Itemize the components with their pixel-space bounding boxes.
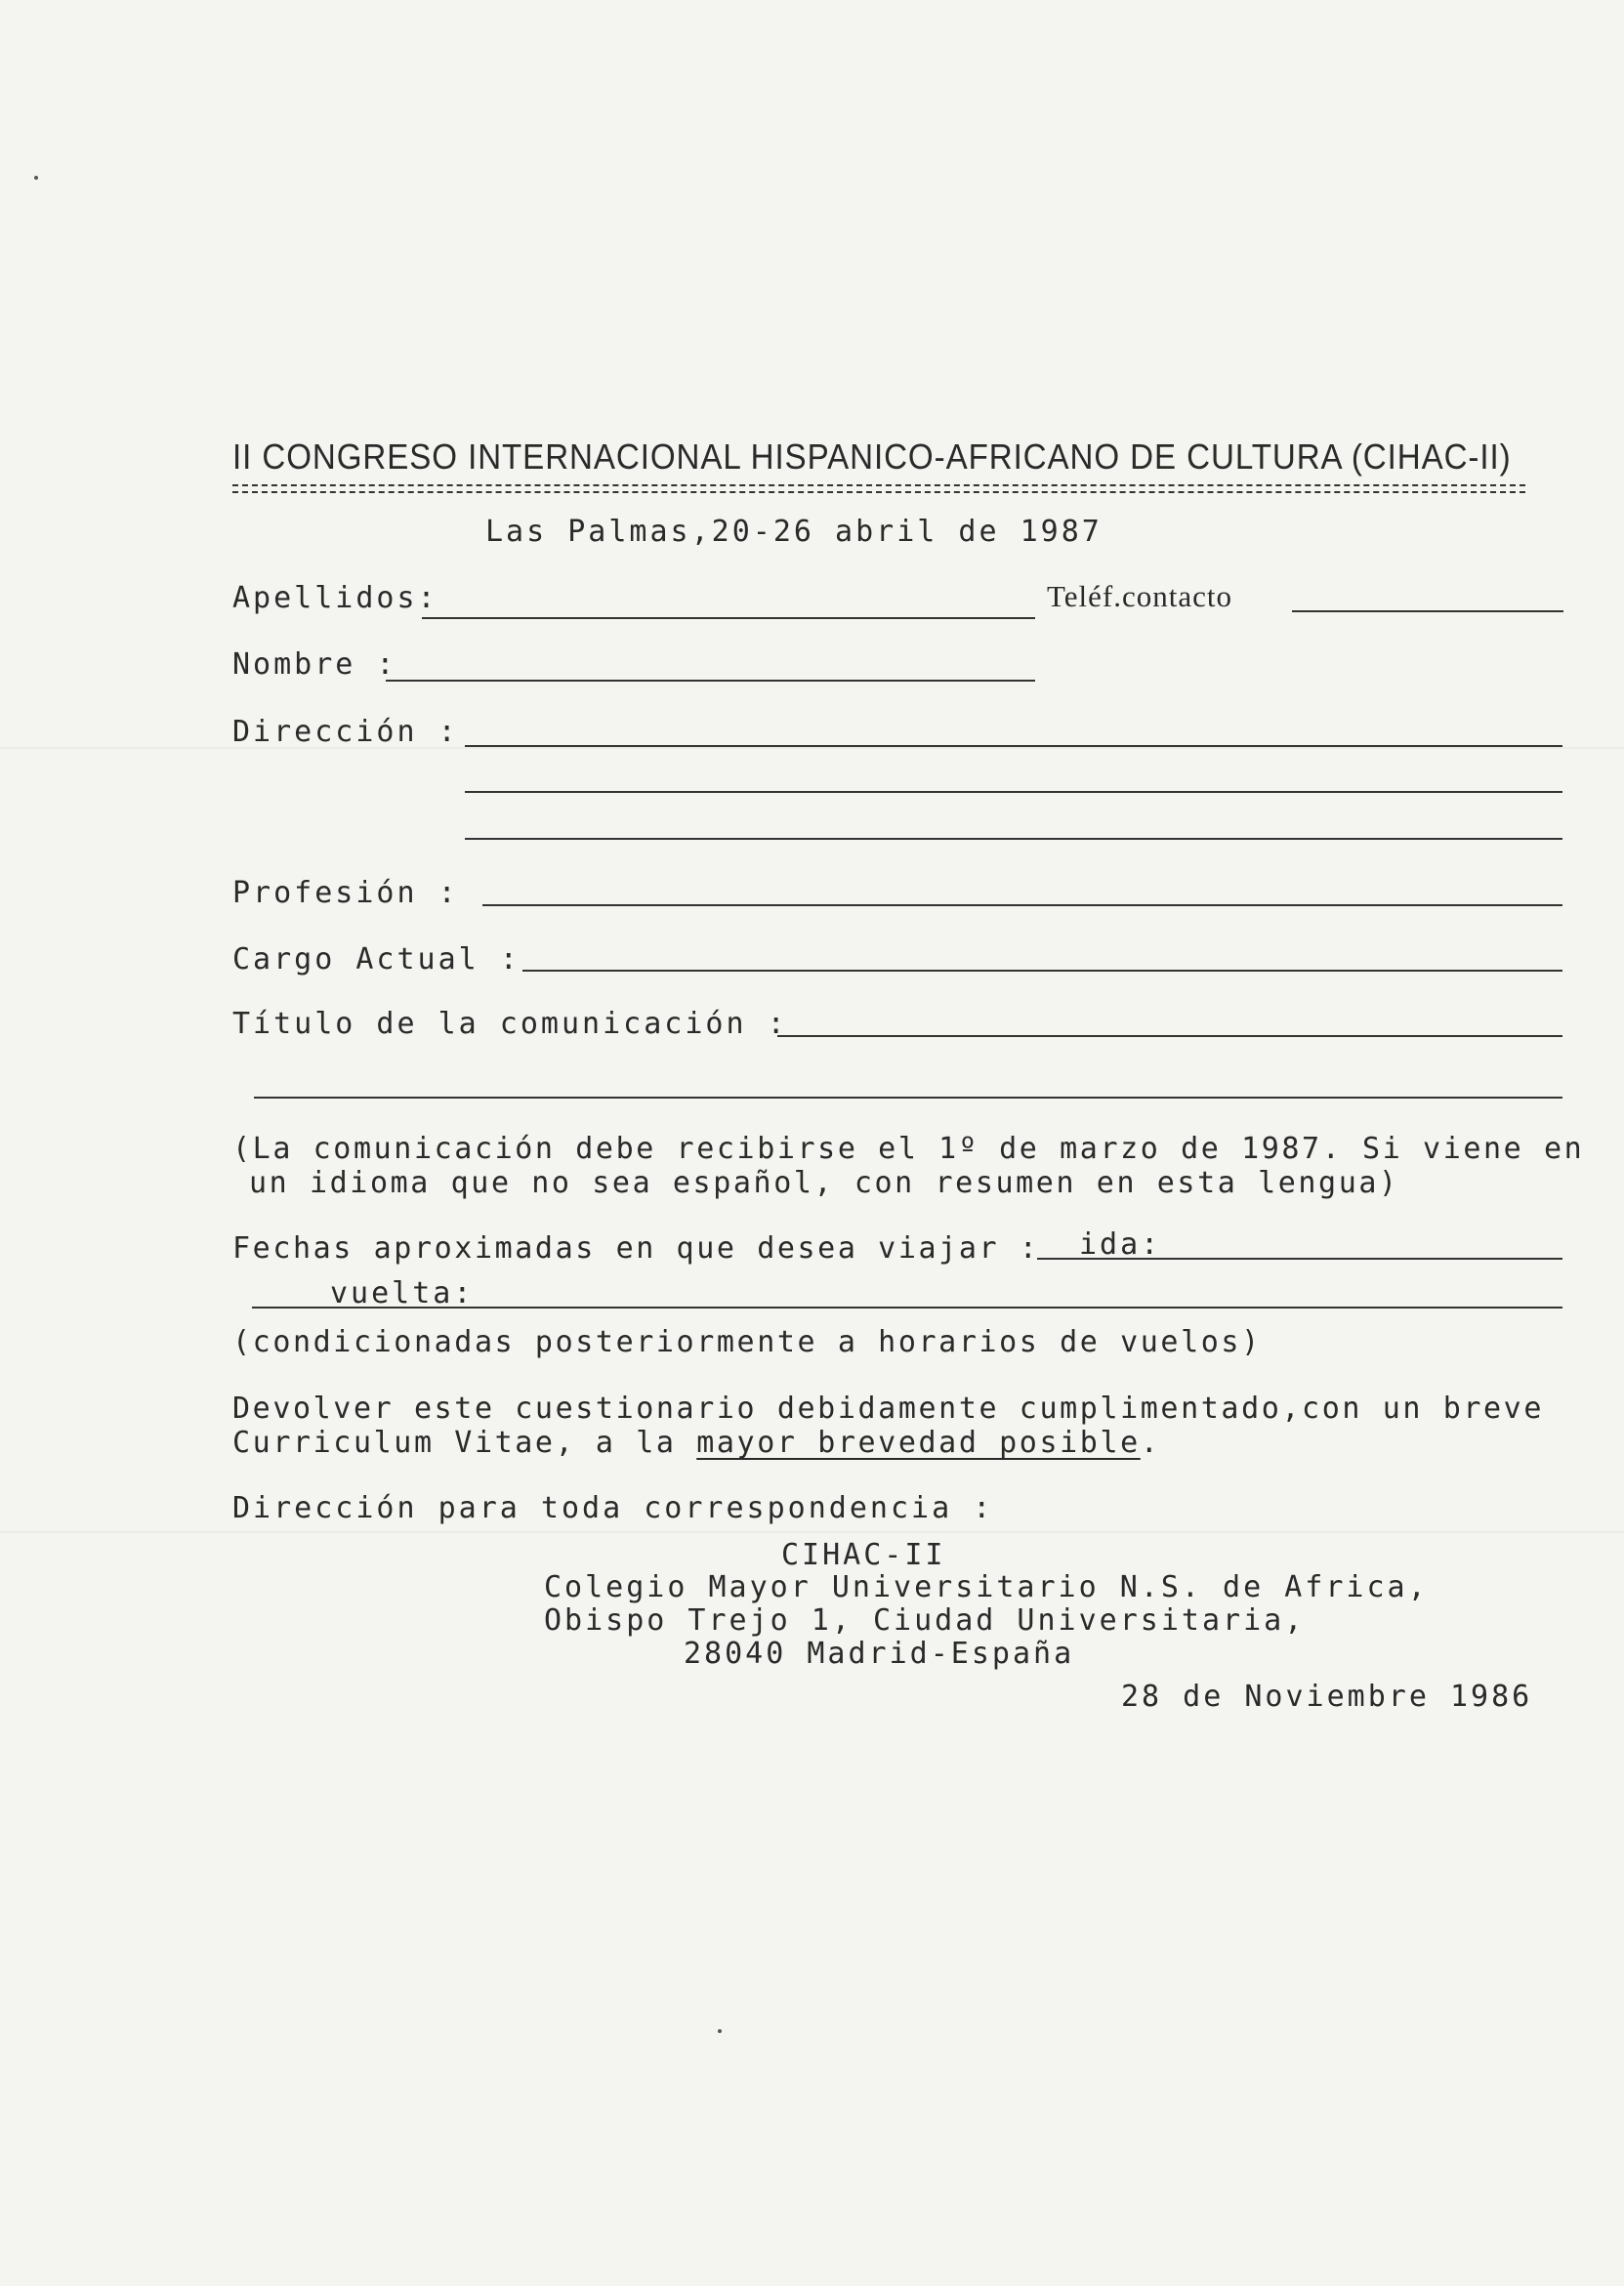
note-line-1: (La comunicación debe recibirse el 1º de marzo de 1987. Si viene en [232,1132,1585,1166]
titulo-field-1[interactable] [777,1035,1562,1037]
titulo-field-2[interactable] [254,1097,1562,1099]
apellidos-field[interactable] [422,617,1035,619]
profesion-input[interactable] [482,871,1562,904]
title-double-underline [232,484,1525,493]
direccion-field-2[interactable] [465,791,1562,793]
direccion-input-2[interactable] [465,758,1562,791]
direccion-field-1[interactable] [465,745,1562,747]
vuelta-input[interactable] [469,1273,1562,1307]
instructions-line-1: Devolver este cuestionario debidamente cumplimentado,con un breve [232,1392,1544,1426]
apellidos-input[interactable] [422,584,1035,617]
direccion-label: Dirección : [232,715,459,749]
ida-label: ida: [1079,1227,1162,1262]
profesion-field[interactable] [482,904,1562,906]
note-line-2: un idioma que no sea español, con resumen en esta lengua) [249,1166,1399,1200]
correspondence-label: Dirección para toda correspondencia : [232,1491,994,1525]
nombre-label: Nombre : [232,647,397,682]
correspondence-address-1: Colegio Mayor Universitario N.S. de Africa, [544,1570,1429,1604]
titulo-input-1[interactable] [777,1002,1562,1035]
paper-speck [34,176,38,180]
instructions-prefix: Curriculum Vitae, a la [232,1426,697,1460]
event-location-dates: Las Palmas,20-26 abril de 1987 [485,515,1103,549]
profesion-label: Profesión : [232,876,459,910]
nombre-input[interactable] [386,646,1035,680]
titulo-input-2[interactable] [254,1063,1562,1097]
instructions-line-2 [232,1426,1161,1460]
direccion-input-1[interactable] [465,712,1562,745]
telefono-label: Teléf.contacto [1047,579,1232,613]
direccion-input-3[interactable] [465,805,1562,838]
correspondence-address-3: 28040 Madrid-España [684,1637,1075,1671]
cargo-field[interactable] [522,970,1562,972]
direccion-field-3[interactable] [465,838,1562,840]
correspondence-org: CIHAC-II [781,1538,946,1572]
cargo-input[interactable] [522,936,1562,970]
cargo-label: Cargo Actual : [232,942,521,977]
correspondence-address-2: Obispo Trejo 1, Ciudad Universitaria, [544,1603,1306,1638]
vuelta-field[interactable] [469,1307,1562,1309]
ida-field[interactable] [1157,1258,1562,1260]
titulo-label: Título de la comunicación : [232,1007,788,1041]
paper-speck [718,2029,722,2033]
vuelta-label: vuelta: [330,1276,475,1310]
telefono-input[interactable] [1292,577,1563,610]
telefono-field[interactable] [1292,610,1563,612]
nombre-field[interactable] [386,680,1035,682]
paper-fold [0,1531,1624,1533]
travel-condition: (condicionadas posteriormente a horarios de vuelos) [232,1325,1262,1359]
ida-input[interactable] [1157,1225,1562,1258]
instructions-suffix: . [1140,1426,1161,1460]
document-date: 28 de Noviembre 1986 [1121,1680,1533,1714]
instructions-emphasis: mayor brevedad posible [696,1426,1141,1460]
apellidos-label: Apellidos: [232,581,438,615]
travel-label: Fechas aproximadas en que desea viajar : [232,1231,1040,1266]
page-title: II CONGRESO INTERNACIONAL HISPANICO-AFRICANO DE CULTURA (CIHAC-II) [232,436,1512,477]
